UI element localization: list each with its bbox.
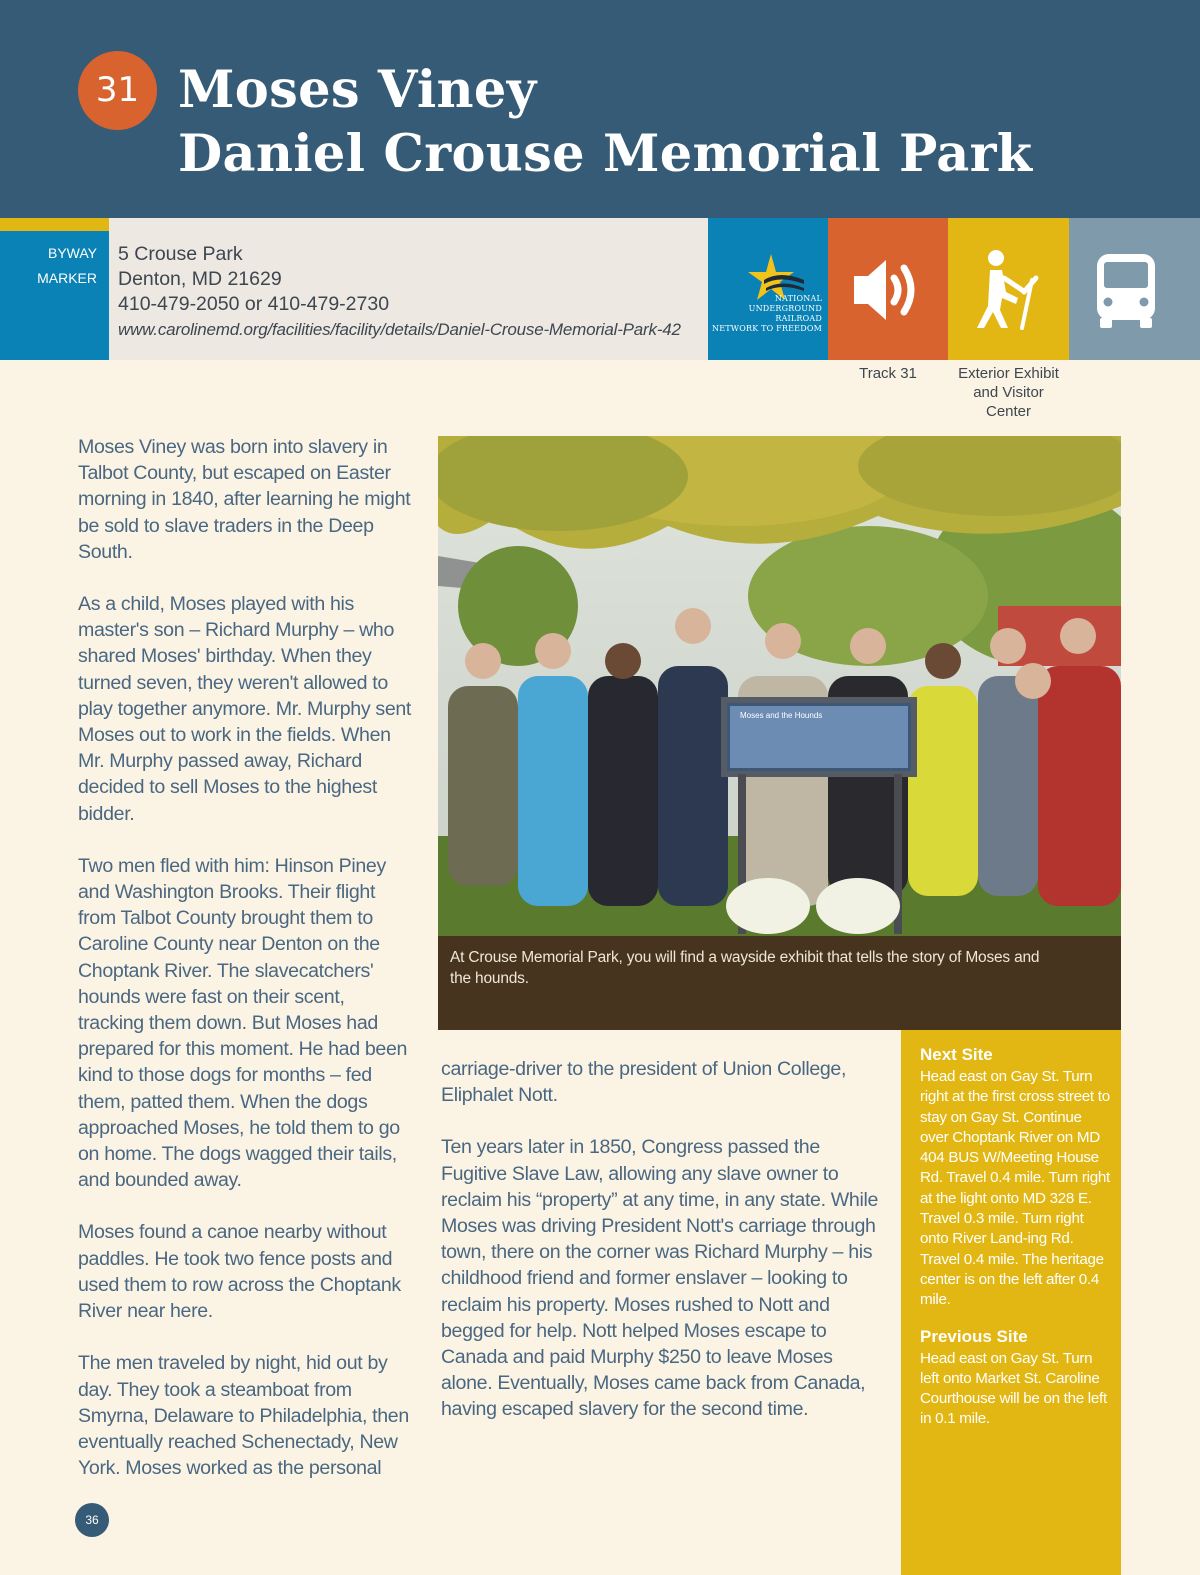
bus-icon [1069, 218, 1200, 360]
hiker-icon [948, 218, 1069, 360]
page-header [0, 0, 1200, 218]
next-site-directions: Head east on Gay St. Turn right at the first cross street to stay on Gay St. Continue over Choptank River on MD 404 BUS W/Meeting House Rd. Travel 0.4 mile. Turn right at the light onto MD 328 E. Travel 0.3 mile. Turn right onto River Land-ing Rd. Travel 0.4 mile. The heritage center is on the left after 0.4 mile. [920, 1068, 1110, 1309]
photo-illustration [438, 436, 1121, 936]
transit-tile [1069, 218, 1200, 360]
next-site-heading: Next Site [920, 1045, 993, 1064]
body-column-middle [441, 1056, 881, 1449]
address-url[interactable]: www.carolinemd.org/facilities/facility/details/Daniel-Crouse-Memorial-Park-42 [118, 320, 681, 339]
marker-line-2: MARKER [37, 270, 97, 286]
audio-track-tile[interactable] [828, 218, 948, 360]
body-paragraph: As a child, Moses played with his master's son – Richard Murphy – who shared Moses' birthday. When they turned seven, they weren't allowed to play together anymore. Mr. Murphy sent Moses out to work in the fields. When Mr. Murphy passed away, Richard decided to sell Moses to the highest bidder. [78, 593, 412, 825]
exhibit-caption [948, 364, 1069, 421]
body-paragraph: carriage-driver to the president of Union College, Eliphalet Nott. [441, 1058, 847, 1107]
exhibit-tile [948, 218, 1069, 360]
title-line-2: Daniel Crouse Memorial Park [178, 124, 1033, 184]
previous-site-heading: Previous Site [920, 1326, 1028, 1346]
previous-site-directions: Head east on Gay St. Turn left onto Market St. Caroline Courthouse will be on the left in 0.1 mile. [920, 1349, 1107, 1428]
exhibit-caption-line-2: and Visitor [973, 384, 1044, 401]
address-phone: 410-479-2050 or 410-479-2730 [118, 293, 390, 315]
marker-line-1: BYWAY [47, 245, 97, 261]
exhibit-caption-line-3: Center [985, 403, 1032, 420]
ugrr-text-line-1: NATIONAL [774, 294, 822, 303]
body-paragraph: Ten years later in 1850, Congress passed the Fugitive Slave Law, allowing any slave owner to reclaim his “property” at any time, in any state. While Moses was driving President Nott's carriage through town, there on the corner was Richard Murphy – his childhood friend and former enslaver – looking to reclaim his property. Moses rushed to Nott and begged for help. Nott helped Moses escape to Canada and paid Murphy $250 to leave Moses alone. Eventually, Moses came back from Canada, having escaped slavery for the second time. [441, 1136, 879, 1421]
info-bar [0, 218, 1200, 360]
title-line-1: Moses Viney [178, 60, 537, 120]
body-column-left [78, 434, 413, 1507]
group-photo [438, 436, 1121, 936]
body-paragraph: Moses Viney was born into slavery in Talbot County, but escaped on Easter morning in 1840, after learning he might be sold to slave traders in the Deep South. [78, 436, 411, 563]
wayside-sign-title: Moses and the Hounds [740, 711, 823, 720]
ugrr-text-line-3: NETWORK TO FREEDOM [712, 324, 822, 333]
ugrr-text-line-2: UNDERGROUND RAILROAD [748, 304, 822, 323]
photo-caption: At Crouse Memorial Park, you will find a wayside exhibit that tells the story of Moses and the hounds. [438, 936, 1121, 1030]
page-title [178, 58, 1032, 186]
body-paragraph: Two men fled with him: Hinson Piney and Washington Brooks. Their flight from Talbot County brought them to Caroline County near Denton on the Choptank River. The slavecatchers' hounds were fast on their scent, tracking them down. But Moses had prepared for this moment. He had been kind to those dogs for months – fed them, patted them. When the dogs approached Moses, he told them to go on home. The dogs wagged their tails, and bounded away. [78, 854, 408, 1192]
body-paragraph: The men traveled by night, hid out by day. They took a steamboat from Smyrna, Delaware to Philadelphia, then eventually reached Schenectady, New York. Moses worked as the personal [78, 1352, 409, 1480]
audio-track-caption: Track 31 [859, 365, 917, 382]
ugrr-logo-text [708, 294, 822, 334]
exhibit-caption-line-1: Exterior Exhibit [958, 365, 1059, 382]
body-paragraph: Moses found a canoe nearby without paddles. He took two fence posts and used them to row across the Choptank River near here. [78, 1221, 401, 1323]
ugrr-network-tile [708, 218, 828, 360]
address-city: Denton, MD 21629 [118, 268, 282, 290]
byway-marker-label [0, 218, 109, 360]
ugrr-star-logo-icon [708, 218, 828, 360]
site-number-badge: 31 [78, 51, 157, 130]
address-block [109, 218, 708, 360]
directions-sidebar [901, 1030, 1121, 1575]
address-street: 5 Crouse Park [118, 243, 243, 265]
speaker-icon [828, 218, 948, 360]
page-number: 36 [75, 1503, 109, 1537]
